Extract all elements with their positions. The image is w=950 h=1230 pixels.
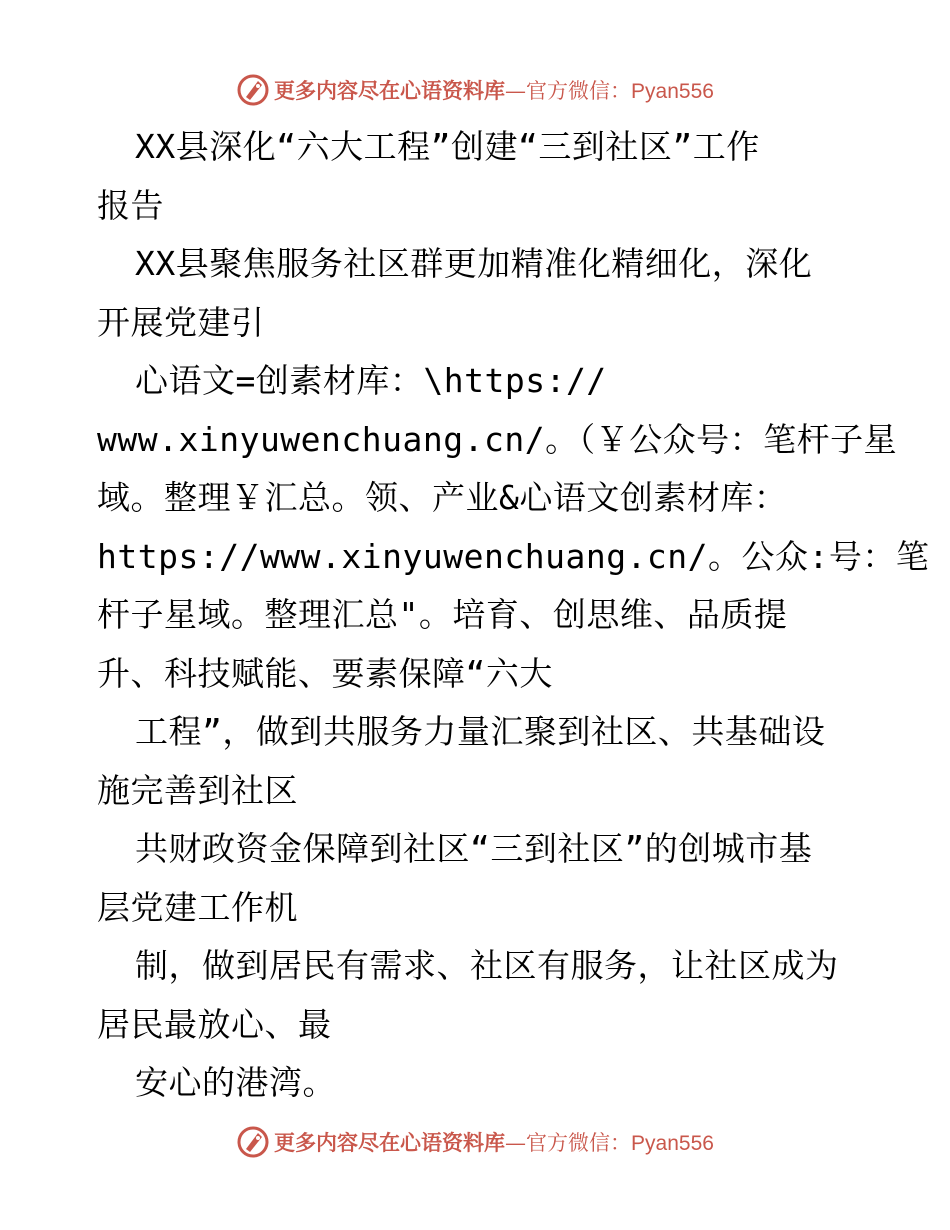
paragraph-line: XX县聚焦服务社区群更加精准化精细化，深化 bbox=[135, 244, 813, 283]
title-line-1: XX县深化“六大工程”创建“三到社区”工作 bbox=[135, 127, 760, 166]
paragraph-line: 心语文=创素材库：\https:// bbox=[135, 361, 607, 400]
footer-watermark bbox=[0, 1122, 950, 1162]
paragraph-line: www.xinyuwenchuang.cn/。（￥公众号：笔杆子星 bbox=[97, 419, 898, 459]
paragraph-line: 工程”，做到共服务力量汇聚到社区、共基础设 bbox=[135, 712, 826, 751]
paragraph-line: 制，做到居民有需求、社区有服务，让社区成为 bbox=[135, 946, 839, 985]
paragraph-line: 施完善到社区 bbox=[97, 770, 298, 810]
pen-nib-logo-icon bbox=[236, 73, 270, 107]
paragraph-line: 居民最放心、最 bbox=[97, 1004, 332, 1044]
watermark-text: 更多内容尽在心语资料库—官方微信：Pyan556 bbox=[274, 78, 714, 103]
paragraph-line: 安心的港湾。 bbox=[135, 1063, 336, 1102]
paragraph-line: 域。整理￥汇总。领、产业&心语文创素材库： bbox=[97, 478, 788, 517]
paragraph-line: 共财政资金保障到社区“三到社区”的创城市基 bbox=[135, 829, 813, 868]
paragraph-line: 层党建工作机 bbox=[97, 887, 298, 927]
paragraph-line: 杆子星域。整理汇总"。培育、创思维、品质提 bbox=[97, 595, 788, 634]
pen-nib-logo-icon bbox=[236, 1125, 270, 1159]
document-body bbox=[97, 118, 930, 1113]
paragraph-line: https://www.xinyuwenchuang.cn/。公众:号：笔 bbox=[97, 536, 930, 576]
title-line-2: 报告 bbox=[97, 185, 164, 225]
header-watermark bbox=[0, 70, 950, 110]
watermark-text: 更多内容尽在心语资料库—官方微信：Pyan556 bbox=[274, 1130, 714, 1155]
paragraph-line: 开展党建引 bbox=[97, 302, 265, 342]
paragraph-line: 升、科技赋能、要素保障“六大 bbox=[97, 653, 553, 693]
